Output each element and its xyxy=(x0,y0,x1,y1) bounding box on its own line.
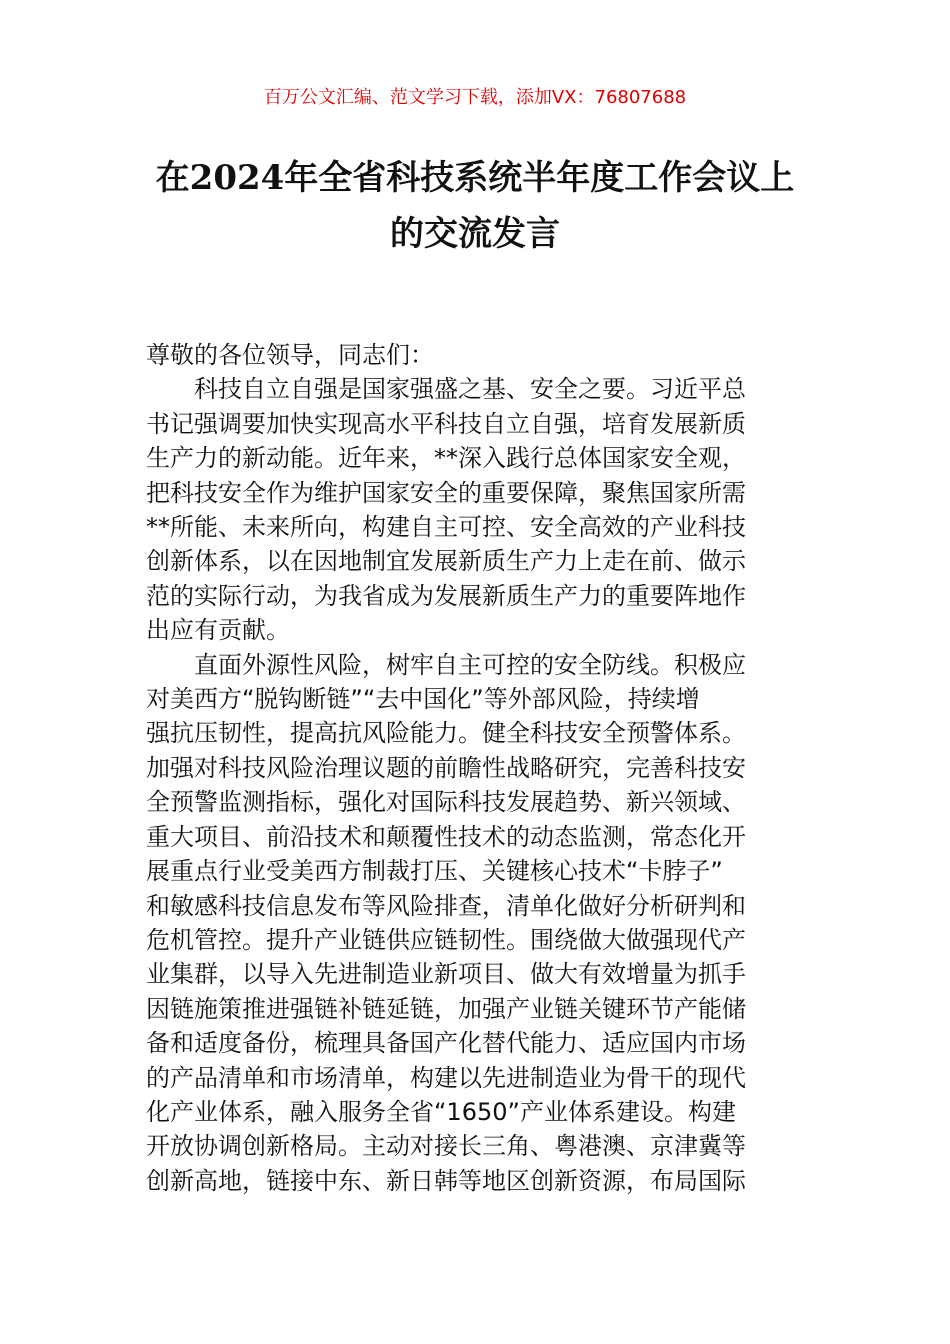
paragraph-line: 出应有贡献。 xyxy=(146,616,290,645)
paragraph-line: 科技自立自强是国家强盛之基、安全之要。习近平总 xyxy=(194,375,746,404)
paragraph-line: 创新体系，以在因地制宜发展新质生产力上走在前、做示 xyxy=(146,547,746,576)
title-line-2: 的交流发言 xyxy=(390,214,560,254)
paragraph-line: 对美西方“脱钩断链”“去中国化”等外部风险，持续增 xyxy=(146,685,700,714)
header-note: 百万公文汇编、范文学习下载，添加VX：76807688 xyxy=(263,87,687,108)
paragraph-line: 化产业体系，融入服务全省“1650”产业体系建设。构建 xyxy=(146,1097,736,1126)
paragraph-line: 把科技安全作为维护国家安全的重要保障，聚焦国家所需 xyxy=(146,478,746,507)
paragraph-line: 因链施策推进强链补链延链，加强产业链关键环节产能储 xyxy=(146,994,746,1023)
paragraph-line: 危机管控。提升产业链供应链韧性。围绕做大做强现代产 xyxy=(146,925,746,954)
paragraph-line: 直面外源性风险，树牢自主可控的安全防线。积极应 xyxy=(194,650,746,679)
paragraph-line: 全预警监测指标，强化对国际科技发展趋势、新兴领域、 xyxy=(146,788,746,817)
paragraph-line: 备和适度备份，梳理具备国产化替代能力、适应国内市场 xyxy=(146,1029,746,1058)
paragraph-line: 重大项目、前沿技术和颠覆性技术的动态监测，常态化开 xyxy=(146,822,746,851)
paragraph-line: 开放协调创新格局。主动对接长三角、粤港澳、京津冀等 xyxy=(146,1132,746,1161)
paragraph-line: 和敏感科技信息发布等风险排查，清单化做好分析研判和 xyxy=(146,891,746,920)
document-body xyxy=(146,338,806,1198)
paragraph-line: 展重点行业受美西方制裁打压、关键核心技术“卡脖子” xyxy=(146,857,723,886)
paragraph-line: 业集群，以导入先进制造业新项目、做大有效增量为抓手 xyxy=(146,960,746,989)
salutation: 尊敬的各位领导，同志们： xyxy=(146,341,434,369)
paragraph-line: 的产品清单和市场清单，构建以先进制造业为骨干的现代 xyxy=(146,1063,746,1092)
paragraph-line: 创新高地，链接中东、新日韩等地区创新资源，布局国际 xyxy=(146,1166,746,1195)
paragraph-line: 强抗压韧性，提高抗风险能力。健全科技安全预警体系。 xyxy=(146,719,746,748)
paragraph-line: **所能、未来所向，构建自主可控、安全高效的产业科技 xyxy=(146,513,746,542)
paragraph-line: 加强对科技风险治理议题的前瞻性战略研究，完善科技安 xyxy=(146,753,746,782)
paragraph-line: 生产力的新动能。近年来，**深入践行总体国家安全观， xyxy=(146,444,746,473)
document-title xyxy=(120,150,830,262)
paragraph-line: 范的实际行动，为我省成为发展新质生产力的重要阵地作 xyxy=(146,581,746,610)
paragraph-line: 书记强调要加快实现高水平科技自立自强，培育发展新质 xyxy=(146,409,746,438)
title-line-1: 在2024年全省科技系统半年度工作会议上 xyxy=(155,158,795,198)
